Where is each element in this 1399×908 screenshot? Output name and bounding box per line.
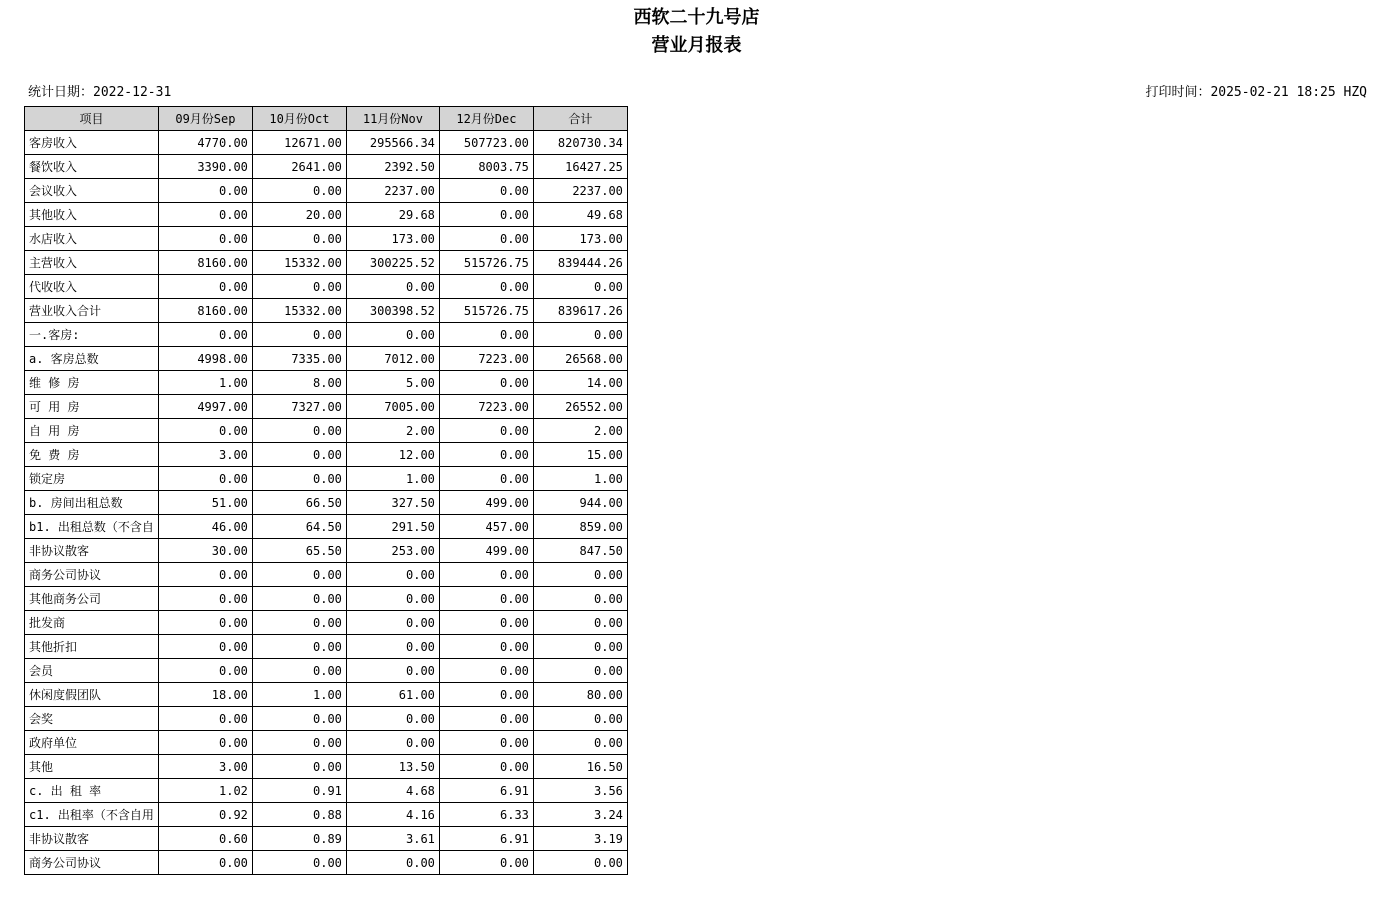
header-dec: 12月份Dec	[439, 107, 533, 131]
row-value: 2392.50	[346, 155, 439, 179]
row-value: 0.00	[346, 275, 439, 299]
table-row	[25, 299, 628, 323]
row-value: 0.00	[346, 659, 439, 683]
row-value: 8003.75	[439, 155, 533, 179]
row-value: 944.00	[533, 491, 627, 515]
row-value: 26568.00	[533, 347, 627, 371]
row-label: 其他收入	[25, 203, 159, 227]
row-value: 0.00	[439, 611, 533, 635]
table-row	[25, 707, 628, 731]
row-value: 0.60	[158, 827, 252, 851]
row-value: 0.00	[158, 203, 252, 227]
row-value: 15332.00	[252, 299, 346, 323]
row-value: 12671.00	[252, 131, 346, 155]
header-sep: 09月份Sep	[158, 107, 252, 131]
row-value: 15332.00	[252, 251, 346, 275]
table-row	[25, 395, 628, 419]
row-value: 16427.25	[533, 155, 627, 179]
row-value: 7223.00	[439, 395, 533, 419]
row-value: 839444.26	[533, 251, 627, 275]
table-row	[25, 539, 628, 563]
row-label: 维 修 房	[25, 371, 159, 395]
row-label: 免 费 房	[25, 443, 159, 467]
table-row	[25, 491, 628, 515]
row-label: c. 出 租 率	[25, 779, 159, 803]
table-row	[25, 851, 628, 875]
row-value: 0.00	[439, 707, 533, 731]
row-value: 0.00	[252, 323, 346, 347]
row-value: 1.00	[533, 467, 627, 491]
row-label: 一.客房:	[25, 323, 159, 347]
row-value: 0.00	[346, 323, 439, 347]
row-value: 0.00	[158, 419, 252, 443]
row-value: 7335.00	[252, 347, 346, 371]
row-value: 0.00	[346, 587, 439, 611]
row-value: 0.00	[346, 851, 439, 875]
monthly-report-table	[24, 106, 628, 875]
table-row	[25, 155, 628, 179]
row-value: 2.00	[346, 419, 439, 443]
row-value: 4997.00	[158, 395, 252, 419]
row-value: 0.00	[533, 851, 627, 875]
table-row	[25, 419, 628, 443]
row-value: 61.00	[346, 683, 439, 707]
row-value: 3.19	[533, 827, 627, 851]
row-value: 66.50	[252, 491, 346, 515]
row-value: 16.50	[533, 755, 627, 779]
row-label: 商务公司协议	[25, 563, 159, 587]
row-value: 300225.52	[346, 251, 439, 275]
row-value: 499.00	[439, 491, 533, 515]
row-value: 15.00	[533, 443, 627, 467]
row-value: 0.00	[252, 443, 346, 467]
row-value: 0.00	[439, 323, 533, 347]
table-row	[25, 323, 628, 347]
row-label: 可 用 房	[25, 395, 159, 419]
report-title-block	[0, 4, 1393, 60]
table-row	[25, 779, 628, 803]
row-value: 26552.00	[533, 395, 627, 419]
row-value: 0.00	[346, 563, 439, 587]
header-item: 项目	[25, 107, 159, 131]
row-value: 4770.00	[158, 131, 252, 155]
row-label: 营业收入合计	[25, 299, 159, 323]
table-row	[25, 371, 628, 395]
table-header-row	[25, 107, 628, 131]
row-value: 0.00	[346, 731, 439, 755]
row-value: 13.50	[346, 755, 439, 779]
row-value: 12.00	[346, 443, 439, 467]
row-value: 0.00	[158, 179, 252, 203]
row-label: 休闲度假团队	[25, 683, 159, 707]
row-label: 锁定房	[25, 467, 159, 491]
row-value: 0.00	[346, 635, 439, 659]
row-value: 0.00	[533, 707, 627, 731]
row-value: 0.00	[252, 467, 346, 491]
table-body	[25, 131, 628, 875]
row-value: 0.00	[252, 275, 346, 299]
row-value: 0.00	[158, 563, 252, 587]
row-value: 253.00	[346, 539, 439, 563]
row-label: 商务公司协议	[25, 851, 159, 875]
row-value: 2.00	[533, 419, 627, 443]
row-label: 政府单位	[25, 731, 159, 755]
row-value: 0.00	[439, 275, 533, 299]
row-value: 859.00	[533, 515, 627, 539]
row-value: 4.68	[346, 779, 439, 803]
row-value: 0.00	[346, 611, 439, 635]
row-value: 0.00	[439, 731, 533, 755]
row-label: 客房收入	[25, 131, 159, 155]
row-label: 餐饮收入	[25, 155, 159, 179]
row-value: 1.02	[158, 779, 252, 803]
row-label: 其他折扣	[25, 635, 159, 659]
row-value: 457.00	[439, 515, 533, 539]
row-value: 0.92	[158, 803, 252, 827]
row-value: 0.00	[439, 755, 533, 779]
row-value: 0.00	[439, 587, 533, 611]
row-value: 0.00	[252, 755, 346, 779]
header-oct: 10月份Oct	[252, 107, 346, 131]
row-value: 327.50	[346, 491, 439, 515]
row-value: 29.68	[346, 203, 439, 227]
row-value: 173.00	[533, 227, 627, 251]
row-value: 0.00	[158, 587, 252, 611]
row-value: 0.00	[533, 323, 627, 347]
row-value: 0.00	[252, 419, 346, 443]
table-row	[25, 755, 628, 779]
row-value: 0.00	[252, 731, 346, 755]
row-value: 0.00	[439, 659, 533, 683]
row-value: 49.68	[533, 203, 627, 227]
print-time: 打印时间：2025-02-21 18:25 HZQ	[1145, 85, 1367, 100]
row-value: 5.00	[346, 371, 439, 395]
row-value: 0.00	[158, 731, 252, 755]
row-value: 300398.52	[346, 299, 439, 323]
row-value: 507723.00	[439, 131, 533, 155]
row-value: 6.91	[439, 779, 533, 803]
table-row	[25, 251, 628, 275]
row-value: 8160.00	[158, 299, 252, 323]
table-row	[25, 227, 628, 251]
row-value: 173.00	[346, 227, 439, 251]
row-value: 0.00	[533, 275, 627, 299]
row-value: 0.00	[439, 203, 533, 227]
table-row	[25, 347, 628, 371]
row-label: 主营收入	[25, 251, 159, 275]
table-row	[25, 683, 628, 707]
row-value: 1.00	[346, 467, 439, 491]
row-value: 3.61	[346, 827, 439, 851]
row-value: 0.00	[439, 443, 533, 467]
table-row	[25, 515, 628, 539]
row-value: 4998.00	[158, 347, 252, 371]
row-value: 0.91	[252, 779, 346, 803]
row-value: 30.00	[158, 539, 252, 563]
row-value: 0.00	[439, 851, 533, 875]
row-value: 0.00	[533, 587, 627, 611]
row-value: 3390.00	[158, 155, 252, 179]
row-label: b1. 出租总数（不含自	[25, 515, 159, 539]
stat-date: 统计日期：2022-12-31	[28, 85, 172, 100]
row-value: 0.00	[158, 467, 252, 491]
row-value: 0.00	[252, 707, 346, 731]
row-value: 499.00	[439, 539, 533, 563]
table-row	[25, 203, 628, 227]
row-value: 2237.00	[346, 179, 439, 203]
row-label: 会议收入	[25, 179, 159, 203]
row-value: 20.00	[252, 203, 346, 227]
row-value: 515726.75	[439, 251, 533, 275]
row-value: 0.00	[533, 635, 627, 659]
row-value: 0.00	[252, 635, 346, 659]
row-value: 4.16	[346, 803, 439, 827]
row-value: 0.89	[252, 827, 346, 851]
row-value: 0.00	[439, 467, 533, 491]
row-value: 0.00	[158, 611, 252, 635]
row-value: 0.00	[439, 635, 533, 659]
row-value: 0.00	[158, 707, 252, 731]
row-value: 7223.00	[439, 347, 533, 371]
table-row	[25, 587, 628, 611]
row-value: 46.00	[158, 515, 252, 539]
row-value: 65.50	[252, 539, 346, 563]
row-value: 0.00	[158, 323, 252, 347]
row-value: 3.24	[533, 803, 627, 827]
row-value: 14.00	[533, 371, 627, 395]
row-label: 会奖	[25, 707, 159, 731]
row-value: 0.00	[439, 179, 533, 203]
row-value: 0.00	[533, 731, 627, 755]
row-value: 0.00	[533, 563, 627, 587]
table-row	[25, 611, 628, 635]
row-value: 0.88	[252, 803, 346, 827]
row-value: 0.00	[252, 563, 346, 587]
row-label: 非协议散客	[25, 827, 159, 851]
row-value: 0.00	[439, 371, 533, 395]
row-label: 自 用 房	[25, 419, 159, 443]
table-row	[25, 563, 628, 587]
row-value: 7005.00	[346, 395, 439, 419]
row-value: 0.00	[533, 659, 627, 683]
row-value: 3.56	[533, 779, 627, 803]
row-label: 会员	[25, 659, 159, 683]
row-label: 非协议散客	[25, 539, 159, 563]
row-value: 0.00	[439, 419, 533, 443]
row-value: 64.50	[252, 515, 346, 539]
report-name: 营业月报表	[651, 35, 742, 56]
row-value: 6.33	[439, 803, 533, 827]
row-value: 8160.00	[158, 251, 252, 275]
table-row	[25, 275, 628, 299]
row-label: c1. 出租率（不含自用	[25, 803, 159, 827]
row-value: 0.00	[158, 227, 252, 251]
table-row	[25, 803, 628, 827]
row-label: 其他商务公司	[25, 587, 159, 611]
row-value: 0.00	[533, 611, 627, 635]
row-value: 839617.26	[533, 299, 627, 323]
row-value: 7012.00	[346, 347, 439, 371]
row-value: 2237.00	[533, 179, 627, 203]
row-value: 3.00	[158, 443, 252, 467]
row-value: 291.50	[346, 515, 439, 539]
row-value: 0.00	[439, 563, 533, 587]
table-row	[25, 131, 628, 155]
row-value: 0.00	[439, 227, 533, 251]
row-value: 0.00	[158, 635, 252, 659]
row-label: 批发商	[25, 611, 159, 635]
row-label: 代收收入	[25, 275, 159, 299]
row-value: 7327.00	[252, 395, 346, 419]
row-value: 0.00	[158, 659, 252, 683]
row-value: 0.00	[252, 227, 346, 251]
table-row	[25, 731, 628, 755]
table-row	[25, 179, 628, 203]
row-value: 0.00	[252, 851, 346, 875]
table-row	[25, 827, 628, 851]
row-value: 6.91	[439, 827, 533, 851]
row-value: 0.00	[158, 275, 252, 299]
store-name: 西软二十九号店	[633, 7, 760, 28]
row-value: 0.00	[158, 851, 252, 875]
table-row	[25, 467, 628, 491]
header-nov: 11月份Nov	[346, 107, 439, 131]
row-label: 其他	[25, 755, 159, 779]
header-total: 合计	[533, 107, 627, 131]
row-label: a. 客房总数	[25, 347, 159, 371]
row-value: 1.00	[252, 683, 346, 707]
row-value: 1.00	[158, 371, 252, 395]
table-row	[25, 635, 628, 659]
row-value: 0.00	[252, 611, 346, 635]
row-label: 水店收入	[25, 227, 159, 251]
row-value: 295566.34	[346, 131, 439, 155]
row-value: 0.00	[252, 659, 346, 683]
table-row	[25, 443, 628, 467]
table-row	[25, 659, 628, 683]
row-value: 80.00	[533, 683, 627, 707]
row-value: 0.00	[346, 707, 439, 731]
row-value: 3.00	[158, 755, 252, 779]
row-value: 0.00	[439, 683, 533, 707]
row-value: 2641.00	[252, 155, 346, 179]
row-value: 51.00	[158, 491, 252, 515]
row-value: 847.50	[533, 539, 627, 563]
row-value: 0.00	[252, 179, 346, 203]
row-value: 515726.75	[439, 299, 533, 323]
row-value: 0.00	[252, 587, 346, 611]
row-label: b. 房间出租总数	[25, 491, 159, 515]
row-value: 8.00	[252, 371, 346, 395]
row-value: 820730.34	[533, 131, 627, 155]
row-value: 18.00	[158, 683, 252, 707]
